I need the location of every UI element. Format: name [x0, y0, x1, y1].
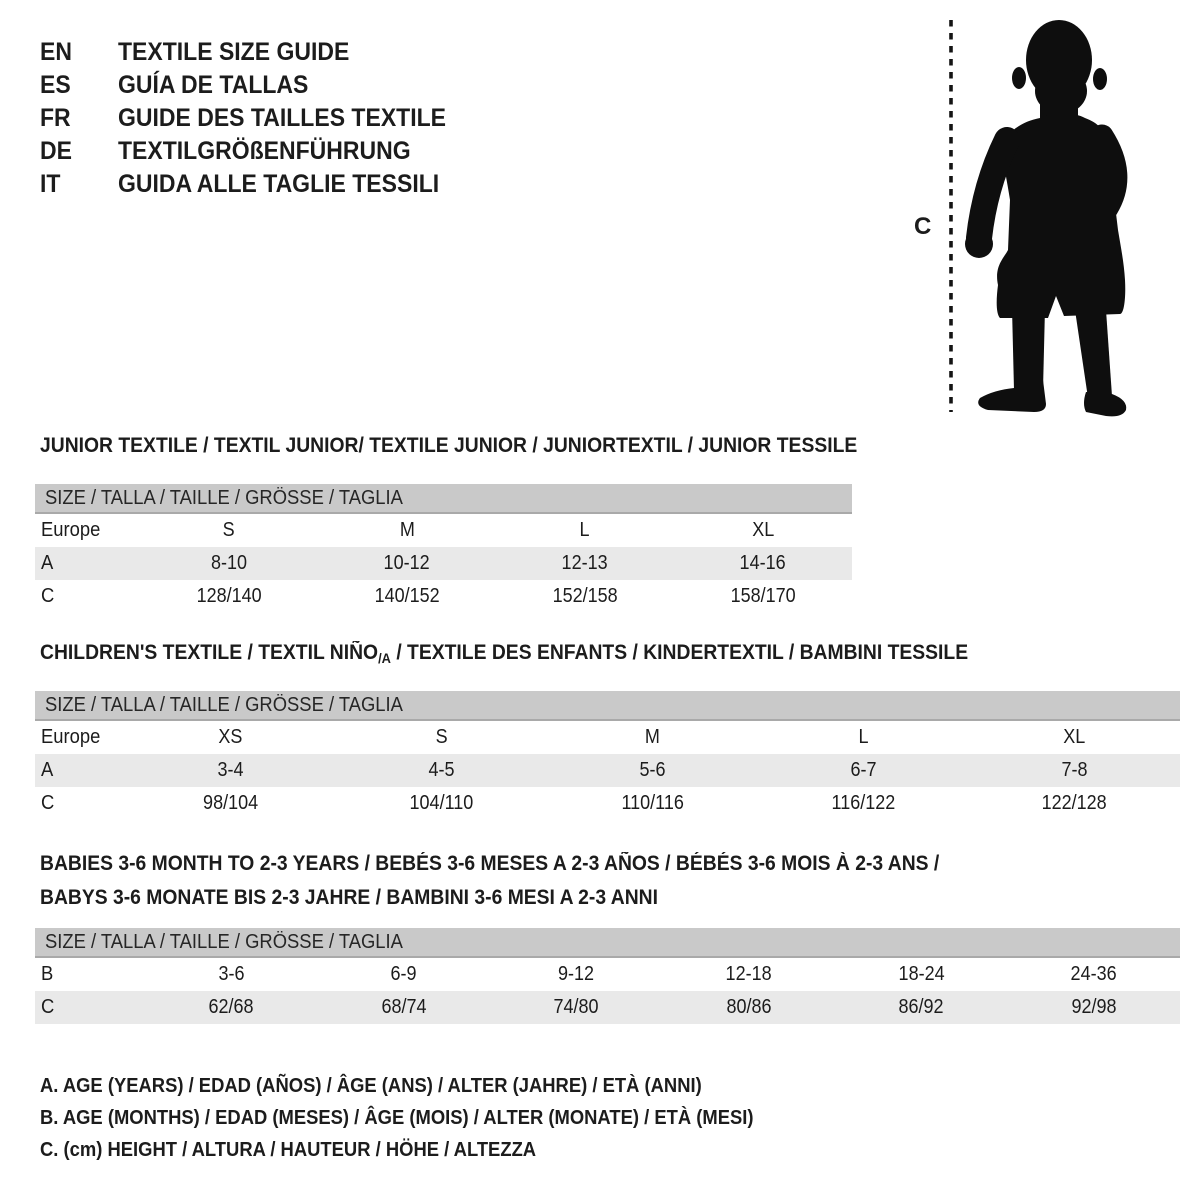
- age-cell: 3-6: [218, 963, 245, 985]
- language-row-de: [40, 135, 475, 168]
- language-code: ES: [40, 71, 71, 99]
- legend-age-months: B. AGE (MONTHS) / EDAD (MESES) / ÂGE (MOIS) / ALTER (MONATE) / ETÀ (MESI): [40, 1107, 754, 1129]
- size-cell: M: [399, 519, 415, 541]
- junior-size-table: [35, 484, 852, 613]
- height-cell: 152/158: [552, 585, 618, 607]
- language-code: DE: [40, 137, 72, 165]
- height-cell: 98/104: [202, 792, 259, 814]
- size-header-bar: SIZE / TALLA / TAILLE / GRÖSSE / TAGLIA: [35, 691, 1180, 721]
- size-cell: M: [644, 726, 660, 748]
- babies-section-title-line2: BABYS 3-6 MONATE BIS 2-3 JAHRE / BAMBINI 3-6 MESI A 2-3 ANNI: [40, 886, 658, 909]
- junior-section-title: JUNIOR TEXTILE / TEXTIL JUNIOR/ TEXTILE JUNIOR / JUNIORTEXTIL / JUNIOR TESSILE: [40, 434, 858, 457]
- height-label-c: C: [914, 213, 932, 240]
- language-label: GUÍA DE TALLAS: [118, 71, 309, 99]
- row-label: B: [41, 963, 54, 985]
- size-cell: XL: [1063, 726, 1086, 748]
- table-row-age-a: [35, 547, 852, 580]
- age-cell: 7-8: [1061, 759, 1088, 781]
- height-cell: 68/74: [381, 996, 427, 1018]
- children-section-title: [40, 641, 1049, 670]
- height-cell: 62/68: [208, 996, 254, 1018]
- language-label: TEXTILE SIZE GUIDE: [118, 38, 350, 66]
- language-label: TEXTILGRÖßENFÜHRUNG: [118, 137, 411, 165]
- row-label: A: [41, 552, 54, 574]
- age-cell: 6-7: [850, 759, 877, 781]
- table-row-age-b: [35, 958, 1180, 991]
- language-row-es: [40, 69, 475, 102]
- row-label: C: [41, 792, 55, 814]
- language-code: EN: [40, 38, 72, 66]
- legend-height-cm: C. (cm) HEIGHT / ALTURA / HAUTEUR / HÖHE / ALTEZZA: [40, 1139, 537, 1161]
- babies-size-table: [35, 928, 1180, 1024]
- language-row-fr: [40, 102, 475, 135]
- age-cell: 24-36: [1070, 963, 1117, 985]
- height-cell: 92/98: [1071, 996, 1117, 1018]
- age-cell: 18-24: [898, 963, 945, 985]
- row-label: A: [41, 759, 54, 781]
- language-row-en: [40, 36, 475, 69]
- row-label: Europe: [41, 519, 101, 541]
- age-cell: 8-10: [210, 552, 248, 574]
- height-cell: 140/152: [374, 585, 440, 607]
- size-cell: L: [858, 726, 869, 748]
- language-row-it: [40, 168, 475, 201]
- table-row-europe: [35, 514, 852, 547]
- height-cell: 80/86: [726, 996, 772, 1018]
- age-cell: 5-6: [639, 759, 666, 781]
- height-cell: 104/110: [409, 792, 474, 814]
- size-cell: L: [579, 519, 591, 541]
- table-row-height-c: [35, 580, 852, 613]
- age-cell: 12-18: [725, 963, 772, 985]
- language-code: IT: [40, 170, 61, 198]
- children-title-pre: CHILDREN'S TEXTILE / TEXTIL NIÑO: [40, 641, 379, 664]
- row-label: C: [41, 996, 55, 1018]
- age-cell: 4-5: [428, 759, 455, 781]
- size-header-bar: SIZE / TALLA / TAILLE / GRÖSSE / TAGLIA: [35, 484, 852, 514]
- size-cell: XL: [751, 519, 775, 541]
- table-row-height-c: [35, 787, 1180, 820]
- legend-age-years: A. AGE (YEARS) / EDAD (AÑOS) / ÂGE (ANS) / ALTER (JAHRE) / ETÀ (ANNI): [40, 1075, 702, 1097]
- size-cell: S: [435, 726, 448, 748]
- baby-silhouette-icon: [965, 20, 1126, 416]
- table-row-age-a: [35, 754, 1180, 787]
- children-title-post: / TEXTILE DES ENFANTS / KINDERTEXTIL / BAMBINI TESSILE: [390, 641, 969, 664]
- children-title-sub: /A: [378, 650, 391, 666]
- age-cell: 12-13: [561, 552, 609, 574]
- height-cell: 110/116: [621, 792, 684, 814]
- language-list: [40, 36, 475, 201]
- age-cell: 3-4: [217, 759, 244, 781]
- baby-silhouette-figure: [900, 8, 1150, 420]
- age-cell: 14-16: [739, 552, 787, 574]
- row-label: C: [41, 585, 55, 607]
- size-cell: S: [222, 519, 236, 541]
- age-cell: 10-12: [383, 552, 431, 574]
- size-header-bar: SIZE / TALLA / TAILLE / GRÖSSE / TAGLIA: [35, 928, 1180, 958]
- height-cell: 122/128: [1041, 792, 1108, 814]
- language-label: GUIDA ALLE TAGLIE TESSILI: [118, 170, 440, 198]
- age-cell: 6-9: [390, 963, 417, 985]
- age-cell: 9-12: [558, 963, 595, 985]
- language-label: GUIDE DES TAILLES TEXTILE: [118, 104, 446, 132]
- size-cell: XS: [218, 726, 243, 748]
- table-row-height-c: [35, 991, 1180, 1024]
- table-row-europe: [35, 721, 1180, 754]
- height-cell: 86/92: [898, 996, 944, 1018]
- language-code: FR: [40, 104, 71, 132]
- children-size-table: [35, 691, 1180, 820]
- height-cell: 74/80: [553, 996, 599, 1018]
- height-cell: 116/122: [831, 792, 896, 814]
- babies-section-title-line1: BABIES 3-6 MONTH TO 2-3 YEARS / BEBÉS 3-6 MESES A 2-3 AÑOS / BÉBÉS 3-6 MOIS À 2-3 ANS /: [40, 852, 940, 875]
- height-cell: 158/170: [730, 585, 796, 607]
- row-label: Europe: [41, 726, 101, 748]
- height-cell: 128/140: [196, 585, 262, 607]
